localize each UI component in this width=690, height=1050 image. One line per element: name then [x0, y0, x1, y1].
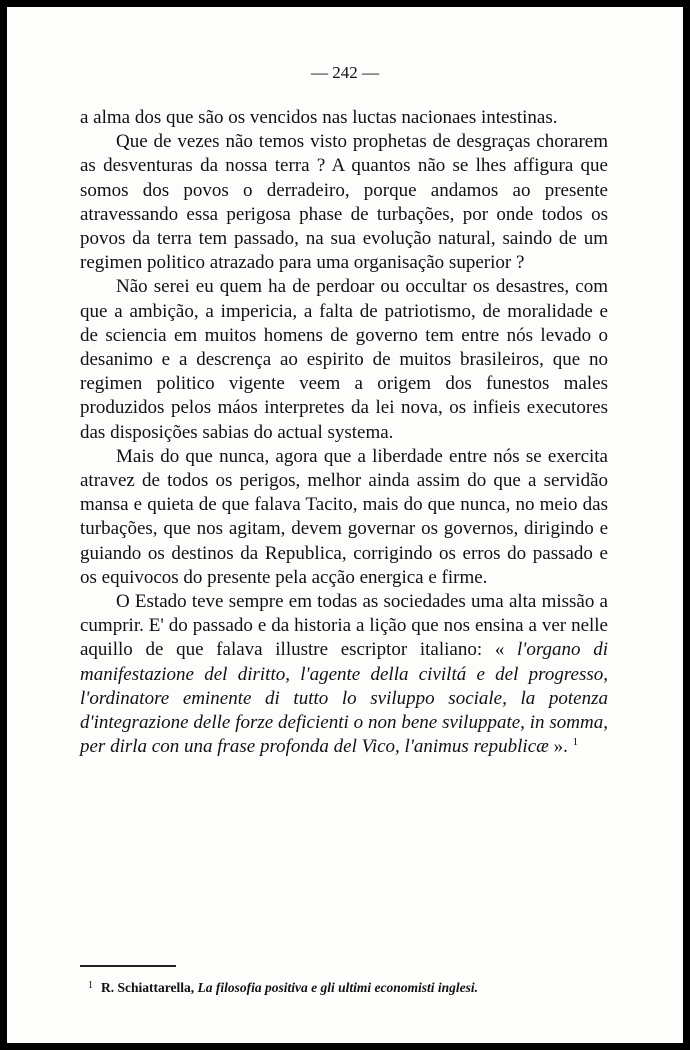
quote-close: ». — [548, 736, 568, 758]
footnote-number: 1 — [88, 980, 93, 991]
footnote — [80, 977, 620, 997]
paragraph-3: Não serei eu quem ha de perdoar ou occultar os desastres, com que a ambição, a impericia, a falta de patriotismo, de moralidade e de sciencia em muitos homens de governo tem entre nós levado o desanimo e a descrença ao espirito de muitos brasileiros, que no regimen politico vigente veem a origem dos funestos males produzidos pelos máos interpretes da lei nova, os infieis executores das disposições sabias do actual systema. — [80, 276, 608, 443]
body-text — [80, 106, 608, 759]
paragraph-1: a alma dos que são os vencidos nas luctas nacionaes intestinas. — [80, 107, 558, 128]
page-number: — 242 — — [311, 63, 379, 82]
paragraph-4: Mais do que nunca, agora que a liberdade entre nós se exercita atravez de todos os perigos, melhor ainda assim do que a servidão mansa e quieta de que falava Tacito, mais do que nunca, no meio das turbações, que nos agitam, devem governar os governos, dirigindo e guiando os destinos da Republica, corrigindo os erros do passado e os equivocos do presente pela acção energica e firme. — [80, 445, 608, 588]
paragraph-5 — [80, 590, 608, 759]
book-page — [7, 7, 683, 1043]
italian-quote: l'organo di manifestazione del diritto, l'agente della civiltá e del progresso, l'ordinatore eminente di tutto lo sviluppo sociale, la potenza d'integrazione delle forze deficienti o non bene sviluppate, in somma, per dirla con una frase profonda del Vico, l'animus republicæ — [80, 639, 609, 758]
footnote-divider — [80, 965, 176, 967]
footnote-work: La filosofia positiva e gli ultimi economisti inglesi. — [197, 980, 479, 995]
footnote-author: R. Schiattarella, — [101, 980, 195, 995]
paragraph-2: Que de vezes não temos visto prophetas de desgraças chorarem as desventuras da nossa terra ? A quantos não se lhes affigura que somos dos povos o derradeiro, porque andamos ao presente atravessando essa perigosa phase de turbações, por onde todos os povos da terra tem passado, na sua evolução natural, saindo de um regimen politico atrazado para uma organisação superior ? — [80, 131, 608, 274]
paragraph-5-lead: O Estado teve sempre em todas as sociedades uma alta missão a cumprir. E' do passado e da historia a lição que nos ensina a ver nelle aquillo de que falava illustre escriptor italiano: « — [80, 591, 608, 661]
footnote-reference: 1 — [572, 736, 579, 749]
